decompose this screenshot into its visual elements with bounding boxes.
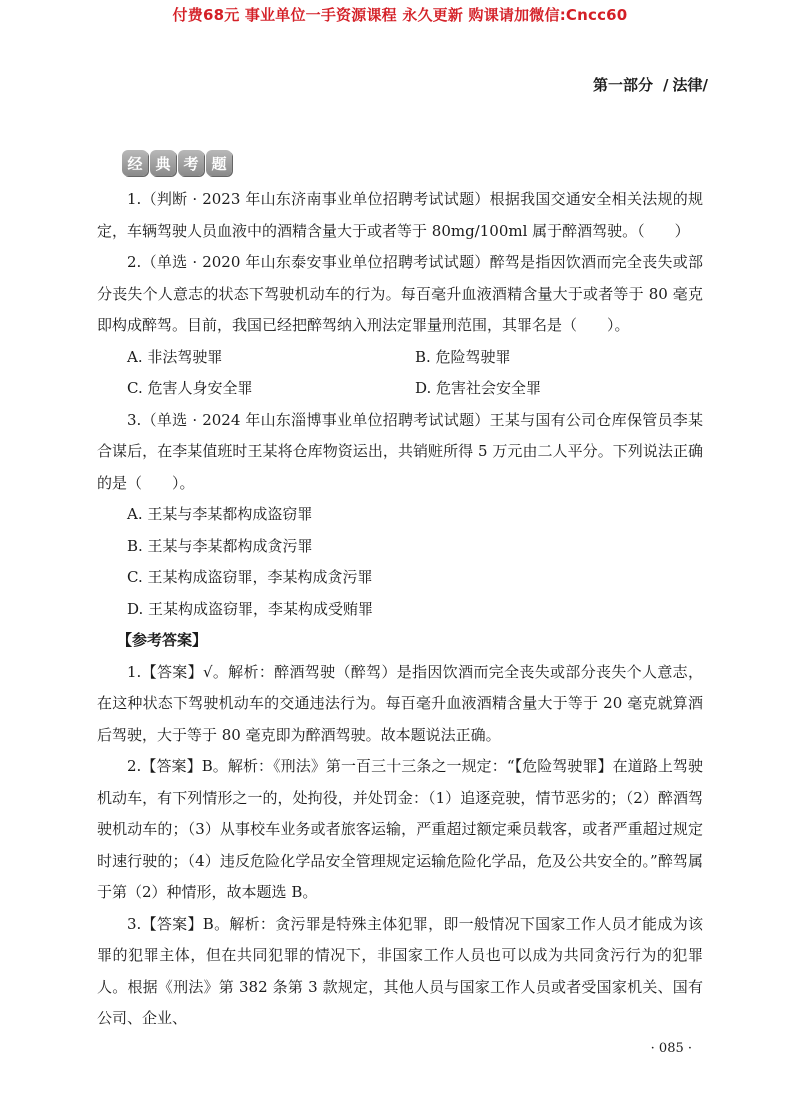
- page-content: [97, 184, 703, 1035]
- answer-3: 3.【答案】B。解析：贪污罪是特殊主体犯罪，即一般情况下国家工作人员才能成为该罪的犯罪主体，但在共同犯罪的情况下，非国家工作人员也可以成为共同贪污行为的犯罪人。根据《刑法》第 382 条第 3 款规定，其他人员与国家工作人员或者受国家机关、国有公司、企业、: [97, 914, 703, 1027]
- header-separator: /: [663, 76, 669, 94]
- question-3: 3.（单选 · 2024 年山东淄博事业单位招聘考试试题）王某与国有公司仓库保管员李某合谋后，在李某值班时王某将仓库物资运出，共销赃所得 5 万元由二人平分。下列说法正确的是（ ）。: [97, 410, 703, 492]
- header-trailing-separator: /: [702, 76, 708, 94]
- answers-heading: 【参考答案】: [117, 631, 208, 649]
- option-b: B. 危险驾驶罪: [415, 347, 511, 366]
- subject-label: 法律: [672, 76, 703, 94]
- option-c: C. 王某构成盗窃罪，李某构成贪污罪: [127, 568, 373, 586]
- section-title-char: 典: [150, 150, 176, 176]
- section-title-char: 题: [206, 150, 232, 176]
- question-1: 1.（判断 · 2023 年山东济南事业单位招聘考试试题）根据我国交通安全相关法规的规定，车辆驾驶人员血液中的酒精含量大于或者等于 80mg/100ml 属于醉酒驾驶。（ ）: [97, 190, 703, 240]
- section-title-char: 经: [122, 150, 148, 176]
- answer-1: 1.【答案】√。解析：醉酒驾驶（醉驾）是指因饮酒而完全丧失或部分丧失个人意志，在这种状态下驾驶机动车的交通违法行为。每百毫升血液酒精含量大于等于 20 毫克就算酒后驾驶，大于等于 80 毫克即为醉酒驾驶。故本题说法正确。: [97, 662, 703, 744]
- answer-2: 2.【答案】B。解析：《刑法》第一百三十三条之一规定：“【危险驾驶罪】在道路上驾驶机动车，有下列情形之一的，处拘役，并处罚金：（1）追逐竞驶，情节恶劣的；（2）醉酒驾驶机动车的；（3）从事校车业务或者旅客运输，严重超过额定乘员载客，或者严重超过规定时速行驶的；（4）违反危险化学品安全管理规定运输危险化学品，危及公共安全的。”醉驾属于第（2）种情形，故本题选 B。: [97, 757, 703, 901]
- section-title-badge: [122, 148, 234, 178]
- question-2-options-row: [97, 342, 703, 374]
- option-a: A. 王某与李某都构成盗窃罪: [127, 505, 313, 523]
- option-a: A. 非法驾驶罪: [127, 347, 223, 366]
- option-b: B. 王某与李某都构成贪污罪: [127, 536, 313, 555]
- page-number: · 085 ·: [650, 1041, 692, 1056]
- chapter-header: [593, 74, 708, 95]
- section-title-char: 考: [178, 150, 204, 176]
- watermark-banner: 付费68元 事业单位一手资源课程 永久更新 购课请加微信:Cncc60: [172, 6, 628, 24]
- part-label: 第一部分: [593, 76, 654, 94]
- option-d: D. 危害社会安全罪: [415, 379, 542, 397]
- question-2: 2.（单选 · 2020 年山东泰安事业单位招聘考试试题）醉驾是指因饮酒而完全丧失或部分丧失个人意志的状态下驾驶机动车的行为。每百毫升血液酒精含量大于或者等于 80 毫克即构成醉驾。目前，我国已经把醉驾纳入刑法定罪量刑范围，其罪名是（ ）。: [97, 253, 703, 334]
- question-2-options-row: [97, 373, 703, 405]
- option-c: C. 危害人身安全罪: [127, 379, 253, 397]
- option-d: D. 王某构成盗窃罪，李某构成受贿罪: [127, 599, 374, 618]
